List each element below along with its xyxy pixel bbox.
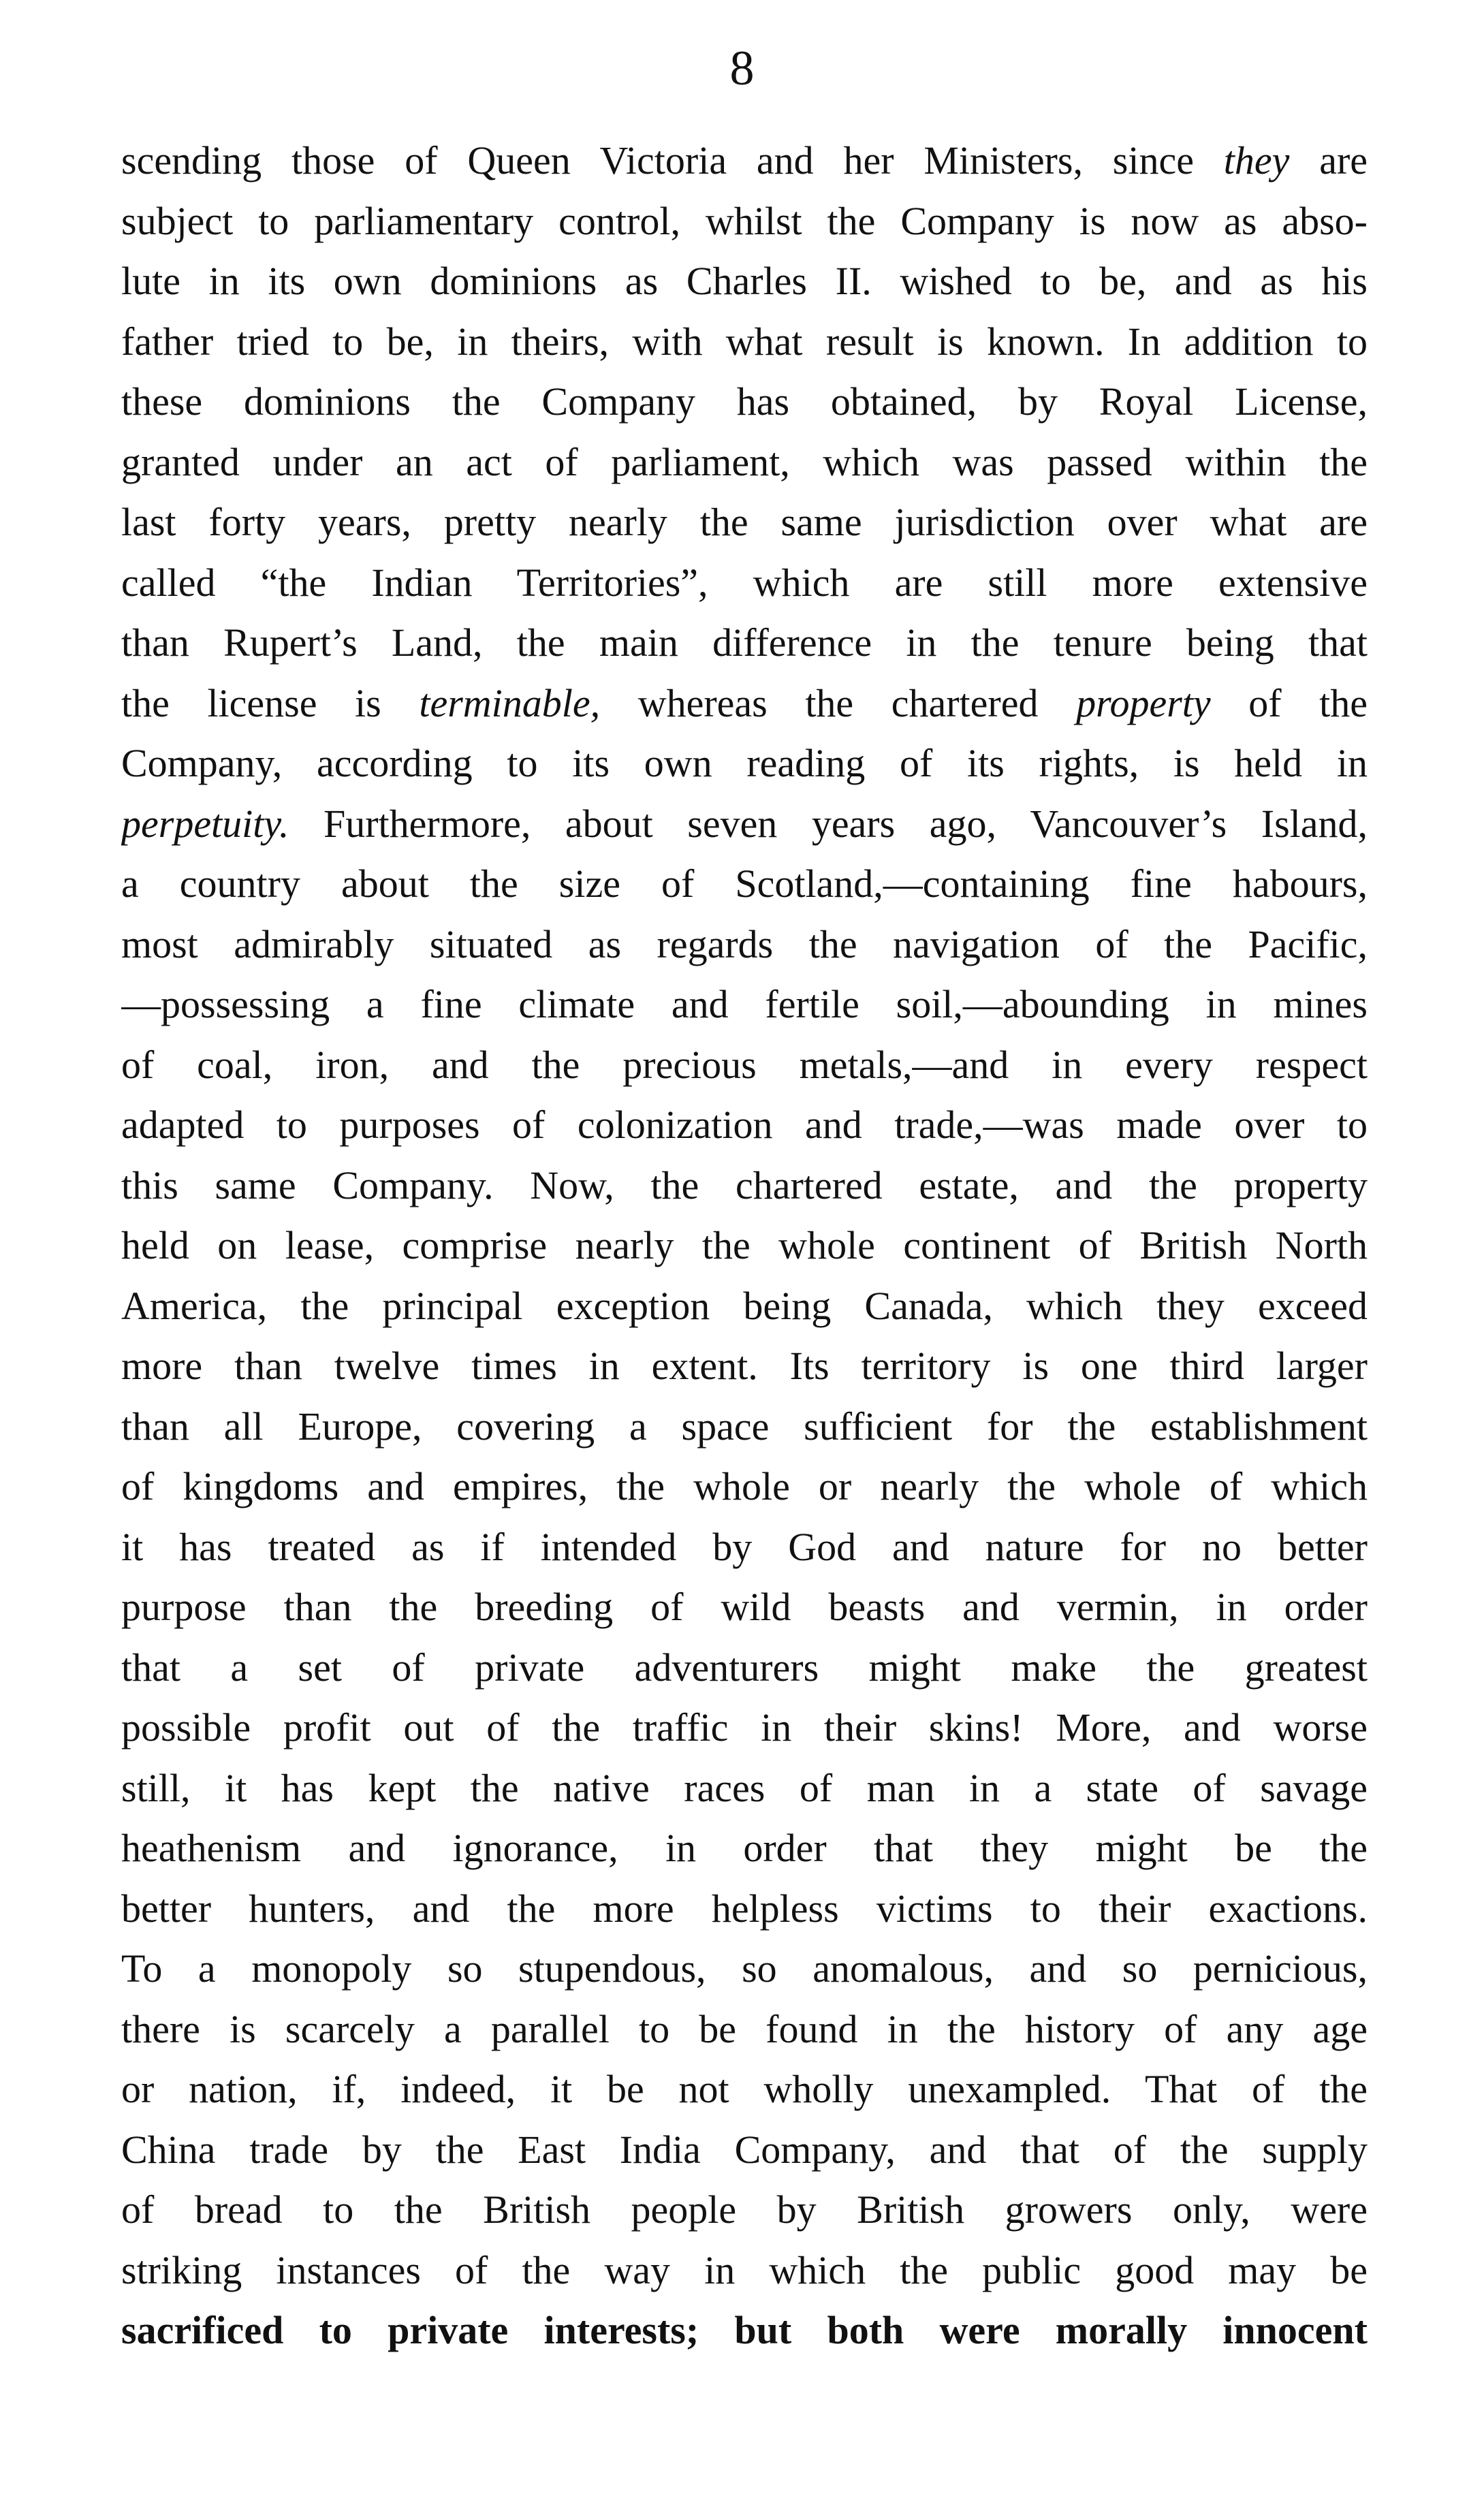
text-line (121, 674, 1368, 734)
text-line (121, 794, 1368, 855)
italic-text: property (1076, 680, 1211, 725)
text-line (121, 1276, 1368, 1337)
text-segment: the license is (121, 680, 420, 725)
text-line (121, 1577, 1368, 1638)
text-segment: Furthermore, about seven years ago, Vancouver’s Island, (289, 801, 1368, 846)
text-line (121, 613, 1368, 674)
text-segment: of kingdoms and empires, the whole or nearly the whole of which (121, 1464, 1368, 1508)
text-segment: are (1289, 138, 1368, 183)
text-segment: held on lease, comprise nearly the whole continent of British North (121, 1223, 1368, 1267)
text-line (121, 312, 1368, 373)
text-line (121, 553, 1368, 614)
text-segment: possible profit out of the traffic in their skins! More, and worse (121, 1705, 1368, 1750)
text-line (121, 1939, 1368, 1999)
text-segment: Company, according to its own reading of its rights, is held in (121, 741, 1368, 785)
text-line (121, 191, 1368, 252)
italic-text: they (1223, 138, 1290, 183)
text-segment: of the (1210, 680, 1368, 725)
italic-text: terminable, (419, 680, 601, 725)
text-segment: To a monopoly so stupendous, so anomalous, and so pernicious, (121, 1946, 1368, 1991)
text-line (121, 1397, 1368, 1457)
text-line (121, 854, 1368, 915)
text-segment: than Rupert’s Land, the main difference in the tenure being that (121, 620, 1368, 665)
italic-text: perpetuity. (121, 801, 289, 846)
text-segment: America, the principal exception being Canada, which they exceed (121, 1283, 1368, 1328)
text-line (121, 1818, 1368, 1879)
text-line (121, 1095, 1368, 1156)
text-segment: more than twelve times in extent. Its territory is one third larger (121, 1344, 1368, 1388)
text-segment: China trade by the East India Company, and that of the supply (121, 2127, 1368, 2172)
text-line (121, 2059, 1368, 2120)
text-line (121, 1879, 1368, 1940)
text-line (121, 1999, 1368, 2060)
text-segment: of coal, iron, and the precious metals,—and in every respect (121, 1042, 1368, 1087)
text-line (121, 975, 1368, 1035)
text-line (121, 372, 1368, 432)
text-segment: or nation, if, indeed, it be not wholly unexampled. That of the (121, 2067, 1368, 2111)
text-segment: heathenism and ignorance, in order that they might be the (121, 1826, 1368, 1870)
text-line (121, 1698, 1368, 1758)
text-segment: called “the Indian Territories”, which are still more extensive (121, 560, 1368, 605)
text-line (121, 432, 1368, 493)
text-segment: striking instances of the way in which the public good may be (121, 2247, 1368, 2292)
text-segment: these dominions the Company has obtained, by Royal License, (121, 379, 1368, 424)
text-segment: this same Company. Now, the chartered estate, and the property (121, 1162, 1368, 1207)
text-line (121, 1156, 1368, 1216)
text-line (121, 915, 1368, 975)
text-segment: scending those of Queen Victoria and her Ministers, since (121, 138, 1224, 183)
text-line (121, 2241, 1368, 2301)
text-segment: purpose than the breeding of wild beasts and vermin, in order (121, 1585, 1368, 1629)
text-segment: there is scarcely a parallel to be found in the history of any age (121, 2006, 1368, 2051)
text-segment: of bread to the British people by British growers only, were (121, 2187, 1368, 2232)
text-segment: whereas the chartered (600, 680, 1077, 725)
text-segment: —possessing a fine climate and fertile soil,—abounding in mines (121, 982, 1368, 1026)
text-line (121, 2120, 1368, 2181)
text-line (121, 1758, 1368, 1819)
text-segment: most admirably situated as regards the navigation of the Pacific, (121, 921, 1368, 966)
text-line (121, 1336, 1368, 1397)
text-segment: granted under an act of parliament, which was passed within the (121, 439, 1368, 484)
text-segment: lute in its own dominions as Charles II. wished to be, and as his (121, 259, 1368, 303)
text-line (121, 1457, 1368, 1517)
text-segment: that a set of private adventurers might make the greatest (121, 1645, 1368, 1690)
text-line (121, 492, 1368, 553)
text-segment: father tried to be, in theirs, with what result is known. In addition to (121, 319, 1368, 364)
text-segment: sacrificed to private interests; but both were morally innocent (121, 2308, 1368, 2352)
body-text (121, 131, 1368, 2361)
text-line (121, 251, 1368, 312)
text-segment: adapted to purposes of colonization and trade,—was made over to (121, 1103, 1368, 1147)
text-line (121, 1035, 1368, 1096)
text-segment: still, it has kept the native races of man in a state of savage (121, 1765, 1368, 1810)
text-line (121, 733, 1368, 794)
text-line (121, 2300, 1368, 2361)
text-line (121, 1517, 1368, 1578)
text-segment: than all Europe, covering a space sufficient for the establishment (121, 1404, 1368, 1449)
text-segment: subject to parliamentary control, whilst the Company is now as abso- (121, 198, 1368, 243)
text-segment: a country about the size of Scotland,—containing fine habours, (121, 861, 1368, 906)
text-line (121, 1638, 1368, 1698)
page-number: 8 (729, 41, 755, 95)
text-line (121, 2180, 1368, 2241)
text-segment: it has treated as if intended by God and nature for no better (121, 1524, 1368, 1569)
text-line (121, 1216, 1368, 1276)
text-segment: last forty years, pretty nearly the same jurisdiction over what are (121, 500, 1368, 544)
text-line (121, 131, 1368, 191)
text-segment: better hunters, and the more helpless victims to their exactions. (121, 1886, 1368, 1931)
